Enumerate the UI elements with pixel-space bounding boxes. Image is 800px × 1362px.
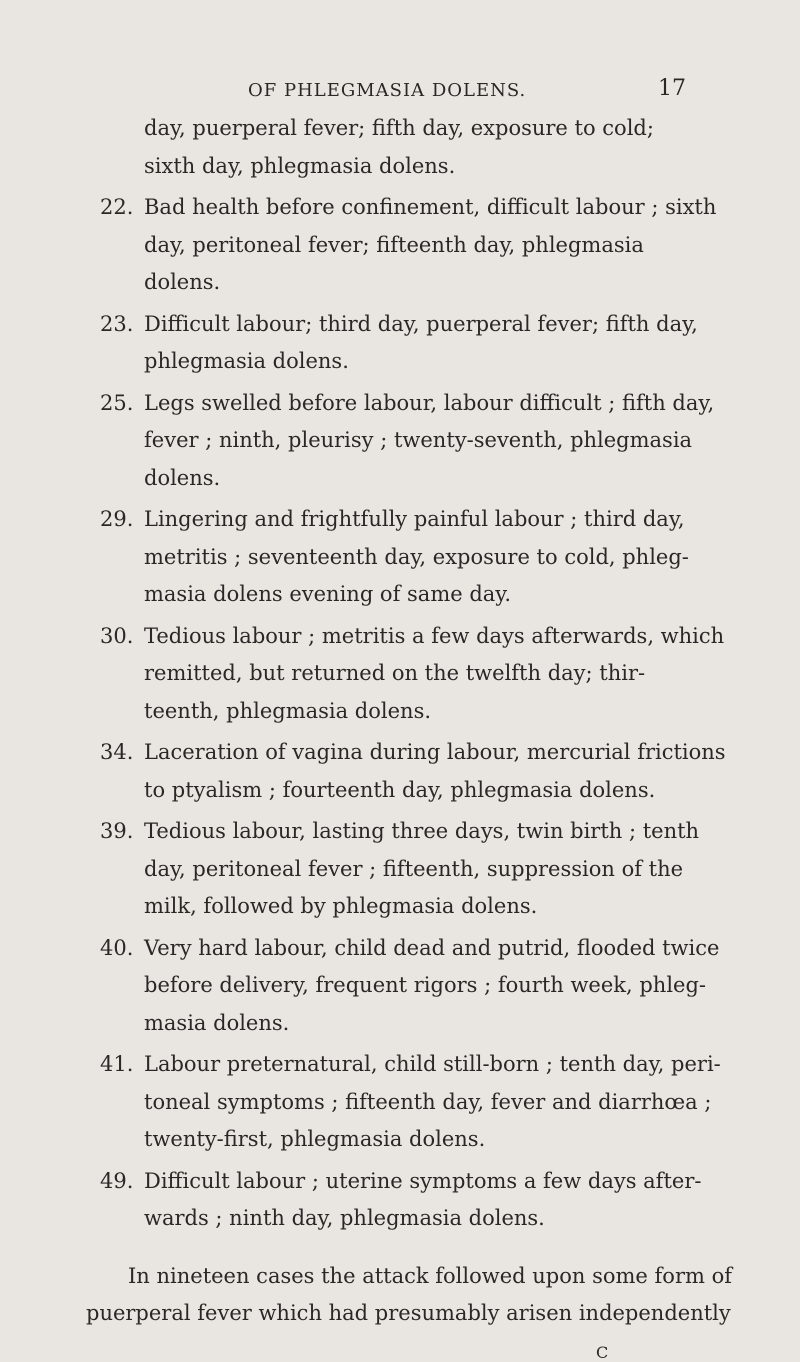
case-number: 23. [100, 311, 134, 336]
case-number: 40. [100, 935, 134, 960]
entry-line: Difficult labour; third day, puerperal fever; fifth day, [144, 311, 698, 336]
page-number: 17 [658, 76, 686, 101]
entry-line: Very hard labour, child dead and putrid, flooded twice [144, 935, 720, 960]
case-number: 29. [100, 507, 134, 531]
paragraph-line: puerperal fever which had presumably arisen independently [86, 1301, 731, 1325]
entry-line: day, puerperal fever; fifth day, exposure to cold; [144, 116, 654, 140]
entry-line: fever ; ninth, pleurisy ; twenty-seventh, phlegmasia [144, 428, 693, 452]
entry-line: phlegmasia dolens. [144, 349, 349, 373]
entry-line: masia dolens evening of same day. [144, 582, 512, 606]
case-number: 41. [100, 1052, 134, 1076]
entry-line: Laceration of vagina during labour, mercurial frictions [144, 740, 726, 764]
entry-line: day, peritoneal fever ; fifteenth, suppression of the [144, 856, 684, 881]
case-number: 49. [100, 1168, 134, 1193]
entry-line: toneal symptoms ; fifteenth day, fever and diarrhœa ; [144, 1089, 712, 1114]
entry-line: Tedious labour ; metritis a few days afterwards, which [144, 623, 725, 648]
entry-line: wards ; ninth day, phlegmasia dolens. [144, 1206, 545, 1230]
entry-line: twenty-first, phlegmasia dolens. [144, 1127, 486, 1151]
entry-line: sixth day, phlegmasia dolens. [144, 153, 456, 178]
case-number: 30. [100, 623, 134, 648]
case-number: 34. [100, 740, 134, 764]
entry-line: Lingering and frightfully painful labour ; third day, [144, 507, 685, 531]
entry-line: Tedious labour, lasting three days, twin birth ; tenth [144, 819, 700, 843]
entry-line: Difficult labour ; uterine symptoms a few days after- [144, 1168, 702, 1193]
entry-line: Labour preternatural, child still-born ; tenth day, peri- [144, 1052, 721, 1076]
entry-line: masia dolens. [144, 1010, 290, 1035]
entry-line: metritis ; seventeenth day, exposure to cold, phleg- [144, 544, 689, 569]
entry-line: Bad health before confinement, difficult labour ; sixth [144, 195, 717, 219]
running-head: OF PHLEGMASIA DOLENS. [248, 80, 527, 101]
paragraph-line: In nineteen cases the attack followed upon some form of [128, 1263, 732, 1288]
case-number: 22. [100, 195, 134, 219]
entry-line: day, peritoneal fever; fifteenth day, phlegmasia [144, 232, 644, 257]
case-number: 39. [100, 819, 134, 843]
entry-line: before delivery, frequent rigors ; fourth week, phleg- [144, 973, 707, 997]
signature-mark: C [596, 1342, 609, 1362]
entry-line: dolens. [144, 270, 221, 294]
entry-line: remitted, but returned on the twelfth day; thir- [144, 661, 646, 685]
entry-line: Legs swelled before labour, labour difficult ; fifth day, [144, 390, 715, 415]
entry-line: dolens. [144, 465, 221, 490]
entry-line: to ptyalism ; fourteenth day, phlegmasia dolens. [144, 777, 656, 802]
case-number: 25. [100, 390, 134, 415]
entry-line: teenth, phlegmasia dolens. [144, 698, 432, 723]
entry-line: milk, followed by phlegmasia dolens. [144, 894, 538, 918]
